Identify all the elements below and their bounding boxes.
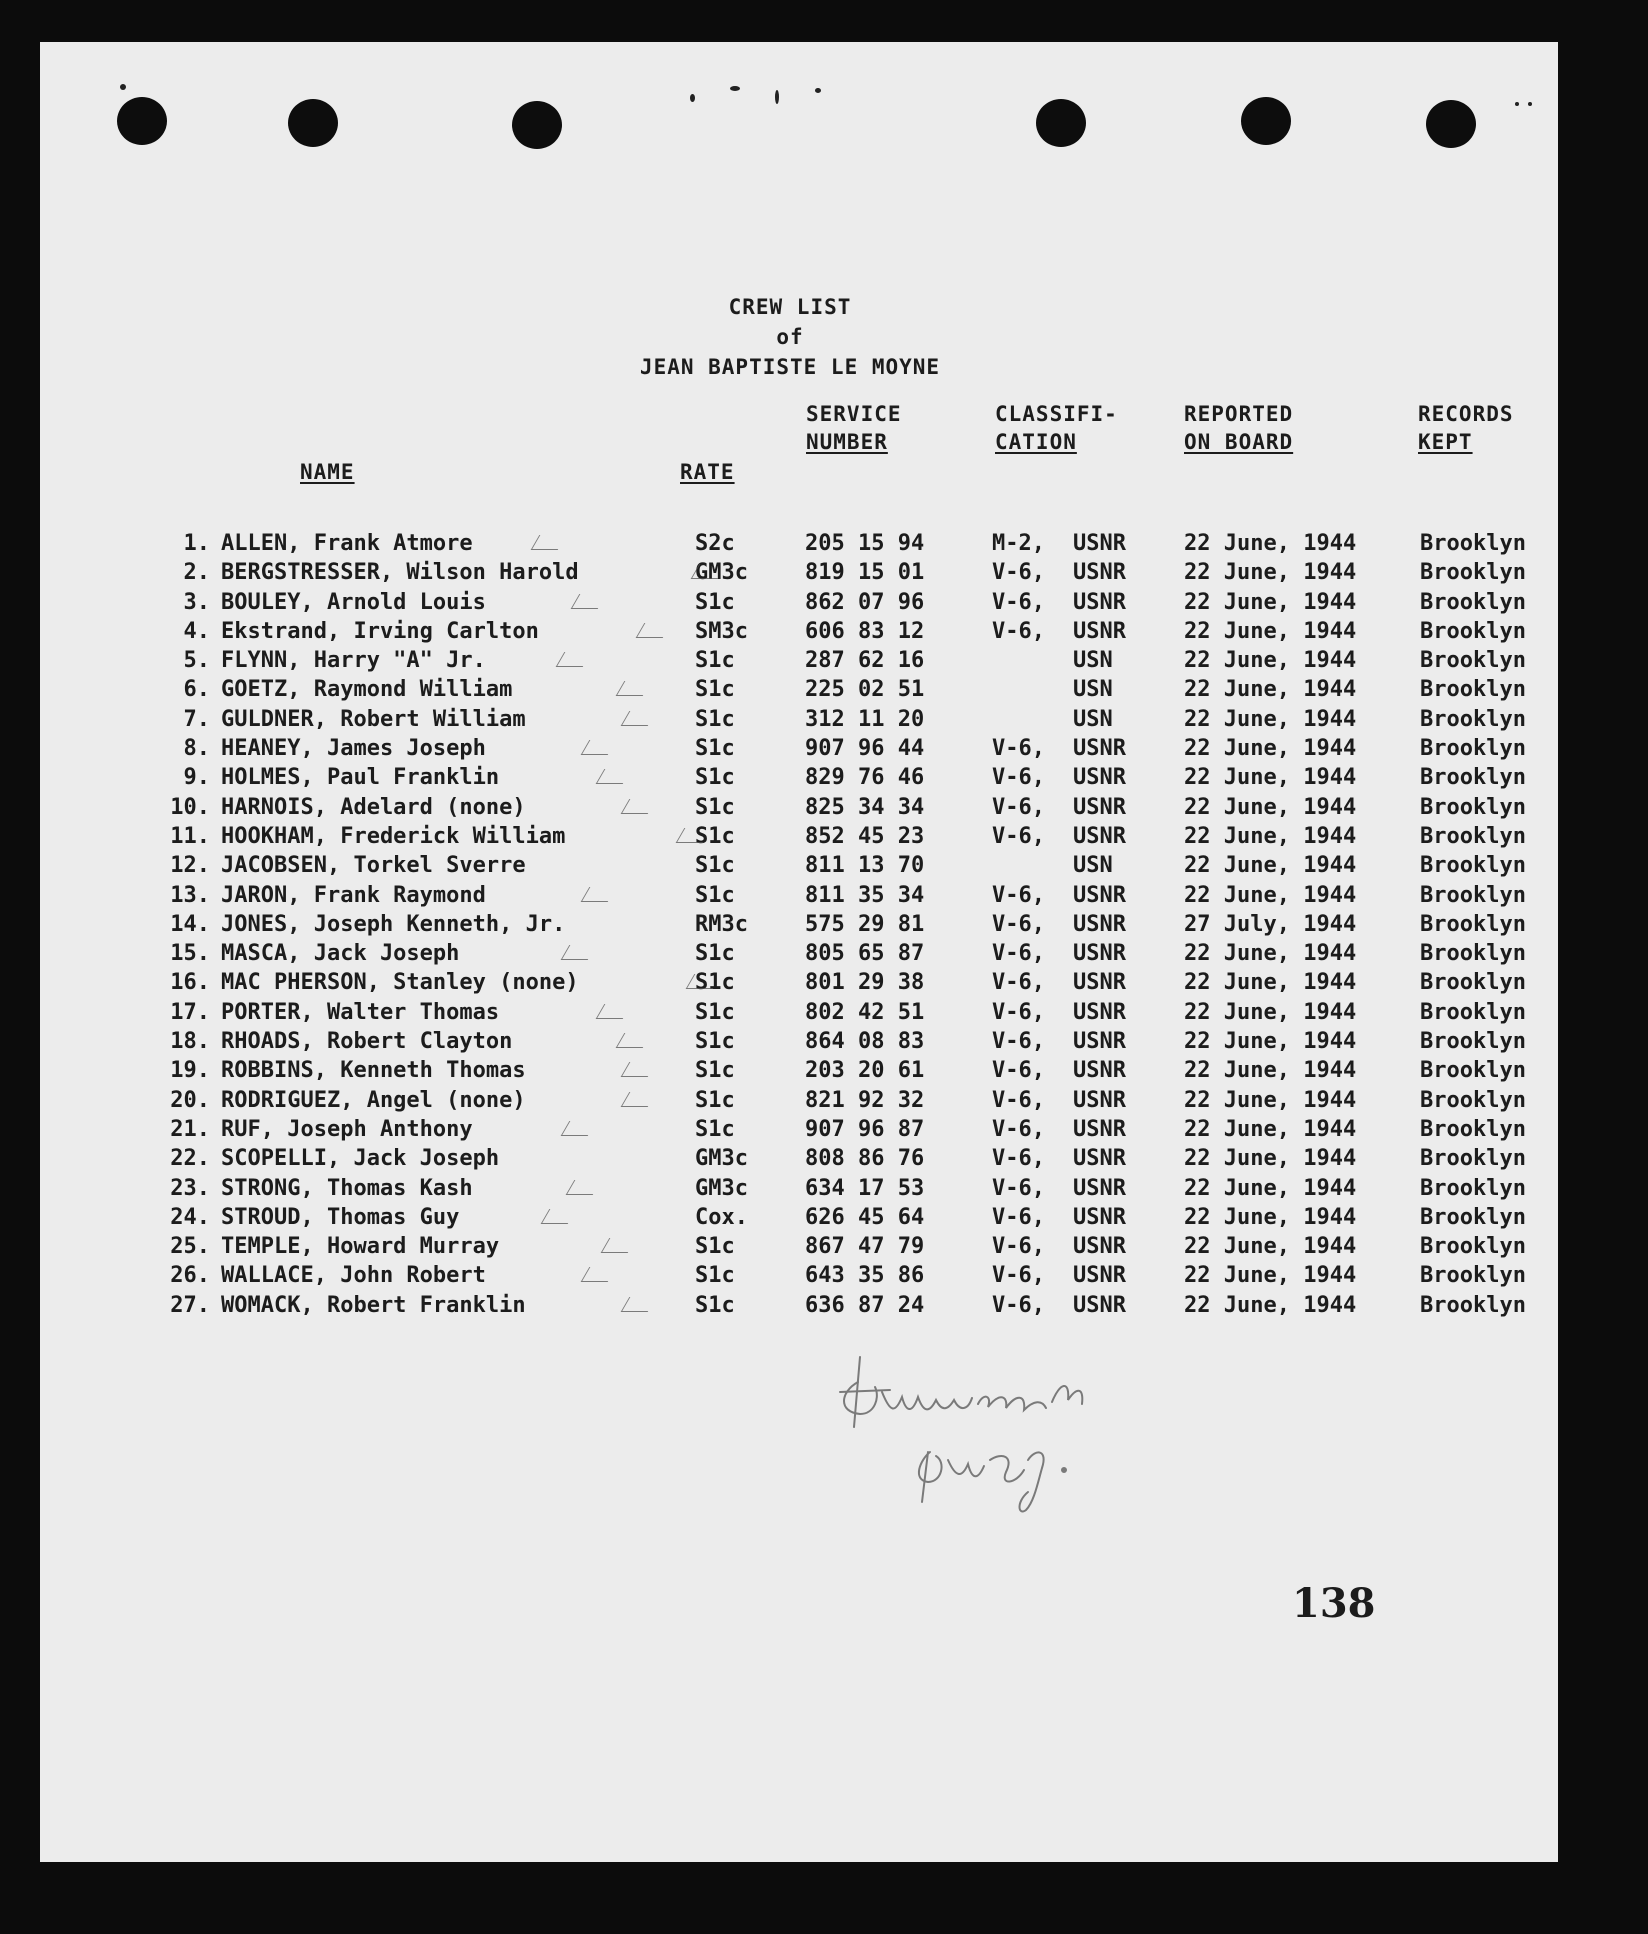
- crew-row: [40, 910, 1558, 939]
- crew-service-number: 287 62 16: [805, 648, 925, 674]
- crew-classification-branch: USNR: [1073, 1058, 1126, 1084]
- crew-name: WOMACK, Robert Franklin: [221, 1292, 526, 1318]
- crew-classification-type: V-6,: [992, 1175, 1045, 1201]
- crew-classification-branch: USNR: [1073, 589, 1126, 615]
- crew-classification-type: V-6,: [992, 765, 1045, 791]
- speck: [815, 88, 821, 93]
- crew-name: FLYNN, Harry "A" Jr.: [221, 648, 486, 674]
- crew-row: [40, 793, 1558, 822]
- crew-number: 23.: [170, 1175, 210, 1201]
- crew-rate: S1c: [695, 1029, 735, 1055]
- crew-name: MAC PHERSON, Stanley (none): [221, 970, 579, 996]
- crew-service-number: 867 47 79: [805, 1234, 925, 1260]
- crew-service-number: 636 87 24: [805, 1292, 925, 1318]
- crew-classification-type: V-6,: [992, 794, 1045, 820]
- crew-service-number: 825 34 34: [805, 794, 925, 820]
- crew-rate: S1c: [695, 999, 735, 1025]
- crew-rate: S1c: [695, 823, 735, 849]
- crew-name: JACOBSEN, Torkel Sverre: [221, 853, 526, 879]
- crew-row: [40, 1203, 1558, 1232]
- crew-service-number: 805 65 87: [805, 941, 925, 967]
- crew-row: [40, 968, 1558, 997]
- crew-number: 19.: [170, 1058, 210, 1084]
- crew-classification-type: V-6,: [992, 736, 1045, 762]
- crew-classification-branch: USNR: [1073, 970, 1126, 996]
- speck: [1515, 102, 1519, 106]
- crew-records-kept: Brooklyn: [1420, 589, 1526, 615]
- checkmark-icon: [561, 1121, 597, 1136]
- crew-rate: S1c: [695, 794, 735, 820]
- crew-number: 2.: [183, 560, 210, 586]
- crew-classification-type: V-6,: [992, 589, 1045, 615]
- crew-records-kept: Brooklyn: [1420, 1175, 1526, 1201]
- crew-classification-type: V-6,: [992, 1204, 1045, 1230]
- crew-records-kept: Brooklyn: [1420, 1234, 1526, 1260]
- crew-number: 18.: [170, 1029, 210, 1055]
- crew-service-number: 821 92 32: [805, 1087, 925, 1113]
- crew-reported-date: 22 June, 1944: [1184, 999, 1357, 1025]
- crew-reported-date: 22 June, 1944: [1184, 648, 1357, 674]
- punch-hole: [1036, 99, 1086, 147]
- crew-reported-date: 22 June, 1944: [1184, 794, 1357, 820]
- crew-classification-type: V-6,: [992, 823, 1045, 849]
- crew-number: 13.: [170, 882, 210, 908]
- crew-reported-date: 22 June, 1944: [1184, 970, 1357, 996]
- checkmark-icon: [601, 1238, 637, 1253]
- handwritten-signature: [820, 1352, 1160, 1522]
- crew-reported-date: 22 June, 1944: [1184, 1234, 1357, 1260]
- crew-row: [40, 734, 1558, 763]
- crew-classification-type: V-6,: [992, 1263, 1045, 1289]
- crew-service-number: 907 96 44: [805, 736, 925, 762]
- crew-classification-branch: USN: [1073, 677, 1113, 703]
- checkmark-icon: [571, 594, 607, 609]
- crew-rate: S1c: [695, 1058, 735, 1084]
- crew-records-kept: Brooklyn: [1420, 1204, 1526, 1230]
- crew-row: [40, 558, 1558, 587]
- header-reported-on-board: REPORTED ON BOARD: [1184, 402, 1294, 454]
- crew-reported-date: 22 June, 1944: [1184, 618, 1357, 644]
- crew-number: 7.: [183, 706, 210, 732]
- crew-reported-date: 22 June, 1944: [1184, 589, 1357, 615]
- crew-reported-date: 22 June, 1944: [1184, 1087, 1357, 1113]
- crew-name: HEANEY, James Joseph: [221, 736, 486, 762]
- crew-name: ALLEN, Frank Atmore: [221, 531, 473, 556]
- crew-service-number: 808 86 76: [805, 1146, 925, 1172]
- checkmark-icon: [636, 623, 672, 638]
- crew-classification-branch: USN: [1073, 853, 1113, 879]
- crew-rate: S1c: [695, 970, 735, 996]
- crew-name: RUF, Joseph Anthony: [221, 1116, 473, 1142]
- crew-row: [40, 1056, 1558, 1085]
- crew-service-number: 634 17 53: [805, 1175, 925, 1201]
- crew-row: [40, 1232, 1558, 1261]
- crew-rate: S1c: [695, 941, 735, 967]
- crew-row: [40, 998, 1558, 1027]
- crew-service-number: 907 96 87: [805, 1116, 925, 1142]
- punch-hole: [1426, 100, 1476, 148]
- crew-classification-branch: USNR: [1073, 531, 1126, 556]
- crew-rate: S1c: [695, 648, 735, 674]
- crew-classification-type: V-6,: [992, 882, 1045, 908]
- header-records-kept: RECORDS KEPT: [1418, 402, 1514, 454]
- crew-row: [40, 939, 1558, 968]
- crew-rate: Cox.: [695, 1204, 748, 1230]
- crew-rate: S1c: [695, 736, 735, 762]
- crew-rate: S1c: [695, 1087, 735, 1113]
- checkmark-icon: [566, 1180, 602, 1195]
- header-service-number: SERVICE NUMBER: [806, 402, 902, 454]
- crew-row: [40, 675, 1558, 704]
- crew-classification-branch: USNR: [1073, 1263, 1126, 1289]
- punch-hole: [288, 99, 338, 147]
- crew-classification-branch: USNR: [1073, 1175, 1126, 1201]
- crew-number: 14.: [170, 911, 210, 937]
- crew-records-kept: Brooklyn: [1420, 618, 1526, 644]
- crew-rate: S2c: [695, 531, 735, 556]
- header-classification: CLASSIFI- CATION: [995, 402, 1118, 454]
- crew-reported-date: 22 June, 1944: [1184, 853, 1357, 879]
- crew-number: 15.: [170, 941, 210, 967]
- crew-reported-date: 22 June, 1944: [1184, 677, 1357, 703]
- crew-rate: SM3c: [695, 618, 748, 644]
- crew-name: WALLACE, John Robert: [221, 1263, 486, 1289]
- crew-row: [40, 1144, 1558, 1173]
- crew-service-number: 801 29 38: [805, 970, 925, 996]
- checkmark-icon: [621, 1297, 657, 1312]
- crew-classification-type: V-6,: [992, 911, 1045, 937]
- crew-classification-branch: USNR: [1073, 911, 1126, 937]
- crew-records-kept: Brooklyn: [1420, 1292, 1526, 1318]
- crew-rate: S1c: [695, 677, 735, 703]
- crew-records-kept: Brooklyn: [1420, 677, 1526, 703]
- crew-reported-date: 22 June, 1944: [1184, 1175, 1357, 1201]
- punch-hole: [512, 101, 562, 149]
- crew-rate: GM3c: [695, 560, 748, 586]
- crew-reported-date: 22 June, 1944: [1184, 1204, 1357, 1230]
- crew-rate: S1c: [695, 589, 735, 615]
- crew-rate: RM3c: [695, 911, 748, 937]
- crew-service-number: 811 13 70: [805, 853, 925, 879]
- crew-number: 20.: [170, 1087, 210, 1113]
- checkmark-icon: [561, 945, 597, 960]
- crew-service-number: 829 76 46: [805, 765, 925, 791]
- crew-number: 9.: [183, 765, 210, 791]
- crew-classification-type: V-6,: [992, 1234, 1045, 1260]
- crew-records-kept: Brooklyn: [1420, 1058, 1526, 1084]
- crew-service-number: 626 45 64: [805, 1204, 925, 1230]
- crew-number: 10.: [170, 794, 210, 820]
- crew-service-number: 203 20 61: [805, 1058, 925, 1084]
- crew-number: 1.: [183, 531, 210, 556]
- crew-name: JARON, Frank Raymond: [221, 882, 486, 908]
- crew-row: [40, 1174, 1558, 1203]
- crew-rate: S1c: [695, 1263, 735, 1289]
- checkmark-icon: [556, 652, 592, 667]
- crew-row: [40, 1115, 1558, 1144]
- crew-classification-branch: USNR: [1073, 736, 1126, 762]
- crew-reported-date: 22 June, 1944: [1184, 765, 1357, 791]
- crew-service-number: 852 45 23: [805, 823, 925, 849]
- crew-service-number: 606 83 12: [805, 618, 925, 644]
- crew-name: HOOKHAM, Frederick William: [221, 823, 566, 849]
- crew-rate: S1c: [695, 765, 735, 791]
- crew-list: [40, 529, 1558, 1320]
- crew-name: TEMPLE, Howard Murray: [221, 1234, 500, 1260]
- crew-service-number: 819 15 01: [805, 560, 925, 586]
- speck: [730, 86, 740, 91]
- crew-classification-branch: USNR: [1073, 1292, 1126, 1318]
- crew-rate: S1c: [695, 1116, 735, 1142]
- crew-name: RODRIGUEZ, Angel (none): [221, 1087, 526, 1113]
- crew-classification-type: V-6,: [992, 1146, 1045, 1172]
- crew-number: 16.: [170, 970, 210, 996]
- crew-name: HOLMES, Paul Franklin: [221, 765, 500, 791]
- crew-name: JONES, Joseph Kenneth, Jr.: [221, 911, 566, 937]
- crew-rate: S1c: [695, 1292, 735, 1318]
- crew-classification-type: V-6,: [992, 1029, 1045, 1055]
- crew-records-kept: Brooklyn: [1420, 882, 1526, 908]
- crew-classification-branch: USNR: [1073, 1234, 1126, 1260]
- checkmark-icon: [621, 799, 657, 814]
- crew-classification-branch: USNR: [1073, 823, 1126, 849]
- title-line-3: JEAN BAPTISTE LE MOYNE: [639, 355, 941, 379]
- crew-row: [40, 1261, 1558, 1290]
- crew-name: PORTER, Walter Thomas: [221, 999, 500, 1025]
- crew-rate: S1c: [695, 882, 735, 908]
- crew-records-kept: Brooklyn: [1420, 823, 1526, 849]
- crew-number: 8.: [183, 736, 210, 762]
- checkmark-icon: [621, 1092, 657, 1107]
- checkmark-icon: [531, 535, 567, 550]
- crew-number: 25.: [170, 1234, 210, 1260]
- crew-records-kept: Brooklyn: [1420, 1146, 1526, 1172]
- crew-name: RHOADS, Robert Clayton: [221, 1029, 513, 1055]
- checkmark-icon: [541, 1209, 577, 1224]
- punch-hole: [1241, 97, 1291, 145]
- crew-number: 3.: [183, 589, 210, 615]
- crew-number: 4.: [183, 618, 210, 644]
- crew-number: 5.: [183, 648, 210, 674]
- crew-number: 26.: [170, 1263, 210, 1289]
- crew-name: BOULEY, Arnold Louis: [221, 589, 486, 615]
- crew-classification-type: V-6,: [992, 999, 1045, 1025]
- crew-name: BERGSTRESSER, Wilson Harold: [221, 560, 579, 586]
- crew-service-number: 862 07 96: [805, 589, 925, 615]
- crew-rate: S1c: [695, 1234, 735, 1260]
- speck: [690, 94, 695, 102]
- checkmark-icon: [581, 740, 617, 755]
- crew-reported-date: 22 June, 1944: [1184, 706, 1357, 732]
- crew-reported-date: 22 June, 1944: [1184, 941, 1357, 967]
- crew-records-kept: Brooklyn: [1420, 736, 1526, 762]
- page-number: 138: [1292, 1580, 1376, 1627]
- header-name: NAME: [300, 460, 355, 484]
- crew-records-kept: Brooklyn: [1420, 911, 1526, 937]
- crew-reported-date: 22 June, 1944: [1184, 1029, 1357, 1055]
- crew-number: 6.: [183, 677, 210, 703]
- checkmark-icon: [581, 887, 617, 902]
- crew-row: [40, 588, 1558, 617]
- speck: [1528, 102, 1532, 106]
- crew-reported-date: 22 June, 1944: [1184, 560, 1357, 586]
- crew-classification-branch: USNR: [1073, 882, 1126, 908]
- crew-records-kept: Brooklyn: [1420, 765, 1526, 791]
- crew-classification-type: V-6,: [992, 618, 1045, 644]
- crew-classification-branch: USNR: [1073, 1029, 1126, 1055]
- crew-number: 24.: [170, 1204, 210, 1230]
- crew-service-number: 575 29 81: [805, 911, 925, 937]
- crew-row: [40, 763, 1558, 792]
- crew-service-number: 205 15 94: [805, 531, 925, 556]
- crew-row: [40, 617, 1558, 646]
- crew-service-number: 811 35 34: [805, 882, 925, 908]
- crew-row: [40, 1027, 1558, 1056]
- crew-classification-branch: USNR: [1073, 618, 1126, 644]
- title-line-2: of: [776, 325, 804, 349]
- crew-classification-branch: USNR: [1073, 794, 1126, 820]
- crew-name: SCOPELLI, Jack Joseph: [221, 1146, 500, 1172]
- checkmark-icon: [581, 1267, 617, 1282]
- crew-classification-branch: USNR: [1073, 999, 1126, 1025]
- crew-name: MASCA, Jack Joseph: [221, 941, 460, 967]
- crew-name: GULDNER, Robert William: [221, 706, 526, 732]
- crew-classification-branch: USNR: [1073, 560, 1126, 586]
- crew-classification-type: V-6,: [992, 1292, 1045, 1318]
- crew-number: 27.: [170, 1292, 210, 1318]
- crew-records-kept: Brooklyn: [1420, 1116, 1526, 1142]
- crew-name: Ekstrand, Irving Carlton: [221, 618, 539, 644]
- crew-classification-type: V-6,: [992, 941, 1045, 967]
- crew-reported-date: 22 June, 1944: [1184, 1146, 1357, 1172]
- document-page: [40, 42, 1558, 1862]
- crew-rate: GM3c: [695, 1146, 748, 1172]
- crew-records-kept: Brooklyn: [1420, 970, 1526, 996]
- crew-service-number: 643 35 86: [805, 1263, 925, 1289]
- crew-records-kept: Brooklyn: [1420, 648, 1526, 674]
- crew-reported-date: 27 July, 1944: [1184, 911, 1357, 937]
- crew-reported-date: 22 June, 1944: [1184, 882, 1357, 908]
- crew-number: 21.: [170, 1116, 210, 1142]
- crew-records-kept: Brooklyn: [1420, 1029, 1526, 1055]
- crew-number: 22.: [170, 1146, 210, 1172]
- crew-records-kept: Brooklyn: [1420, 794, 1526, 820]
- crew-classification-branch: USNR: [1073, 765, 1126, 791]
- crew-records-kept: Brooklyn: [1420, 941, 1526, 967]
- crew-classification-type: V-6,: [992, 970, 1045, 996]
- crew-row: [40, 822, 1558, 851]
- crew-classification-type: M-2,: [992, 531, 1045, 556]
- punch-hole: [117, 97, 167, 145]
- crew-classification-branch: USNR: [1073, 1146, 1126, 1172]
- crew-reported-date: 22 June, 1944: [1184, 1263, 1357, 1289]
- crew-row: [40, 646, 1558, 675]
- crew-classification-branch: USN: [1073, 706, 1113, 732]
- title-line-1: CREW LIST: [728, 295, 852, 319]
- crew-number: 11.: [170, 823, 210, 849]
- crew-classification-branch: USNR: [1073, 1204, 1126, 1230]
- crew-records-kept: Brooklyn: [1420, 531, 1526, 556]
- checkmark-icon: [616, 681, 652, 696]
- speck: [120, 84, 126, 90]
- crew-rate: S1c: [695, 706, 735, 732]
- crew-row: [40, 1291, 1558, 1320]
- checkmark-icon: [596, 1004, 632, 1019]
- crew-name: HARNOIS, Adelard (none): [221, 794, 526, 820]
- crew-records-kept: Brooklyn: [1420, 1263, 1526, 1289]
- crew-records-kept: Brooklyn: [1420, 999, 1526, 1025]
- crew-classification-type: V-6,: [992, 560, 1045, 586]
- crew-rate: GM3c: [695, 1175, 748, 1201]
- header-rate: RATE: [680, 460, 735, 484]
- crew-service-number: 802 42 51: [805, 999, 925, 1025]
- crew-number: 17.: [170, 999, 210, 1025]
- checkmark-icon: [616, 1033, 652, 1048]
- crew-service-number: 312 11 20: [805, 706, 925, 732]
- crew-row: [40, 881, 1558, 910]
- crew-name: STRONG, Thomas Kash: [221, 1175, 473, 1201]
- crew-service-number: 225 02 51: [805, 677, 925, 703]
- crew-name: GOETZ, Raymond William: [221, 677, 513, 703]
- crew-records-kept: Brooklyn: [1420, 1087, 1526, 1113]
- crew-records-kept: Brooklyn: [1420, 853, 1526, 879]
- crew-reported-date: 22 June, 1944: [1184, 736, 1357, 762]
- crew-service-number: 864 08 83: [805, 1029, 925, 1055]
- crew-name: STROUD, Thomas Guy: [221, 1204, 460, 1230]
- crew-classification-type: V-6,: [992, 1058, 1045, 1084]
- crew-classification-branch: USNR: [1073, 1116, 1126, 1142]
- crew-classification-branch: USNR: [1073, 941, 1126, 967]
- crew-row: [40, 529, 1558, 558]
- crew-classification-branch: USN: [1073, 648, 1113, 674]
- crew-name: ROBBINS, Kenneth Thomas: [221, 1058, 526, 1084]
- crew-classification-type: V-6,: [992, 1087, 1045, 1113]
- crew-row: [40, 1086, 1558, 1115]
- crew-classification-branch: USNR: [1073, 1087, 1126, 1113]
- crew-rate: S1c: [695, 853, 735, 879]
- crew-reported-date: 22 June, 1944: [1184, 1058, 1357, 1084]
- crew-classification-type: V-6,: [992, 1116, 1045, 1142]
- checkmark-icon: [596, 769, 632, 784]
- crew-row: [40, 705, 1558, 734]
- crew-row: [40, 851, 1558, 880]
- crew-reported-date: 22 June, 1944: [1184, 1292, 1357, 1318]
- crew-number: 12.: [170, 853, 210, 879]
- crew-reported-date: 22 June, 1944: [1184, 531, 1357, 556]
- document-title: [580, 292, 1000, 382]
- speck: [775, 90, 779, 104]
- crew-reported-date: 22 June, 1944: [1184, 1116, 1357, 1142]
- crew-reported-date: 22 June, 1944: [1184, 823, 1357, 849]
- crew-records-kept: Brooklyn: [1420, 560, 1526, 586]
- checkmark-icon: [621, 1062, 657, 1077]
- crew-records-kept: Brooklyn: [1420, 706, 1526, 732]
- checkmark-icon: [621, 711, 657, 726]
